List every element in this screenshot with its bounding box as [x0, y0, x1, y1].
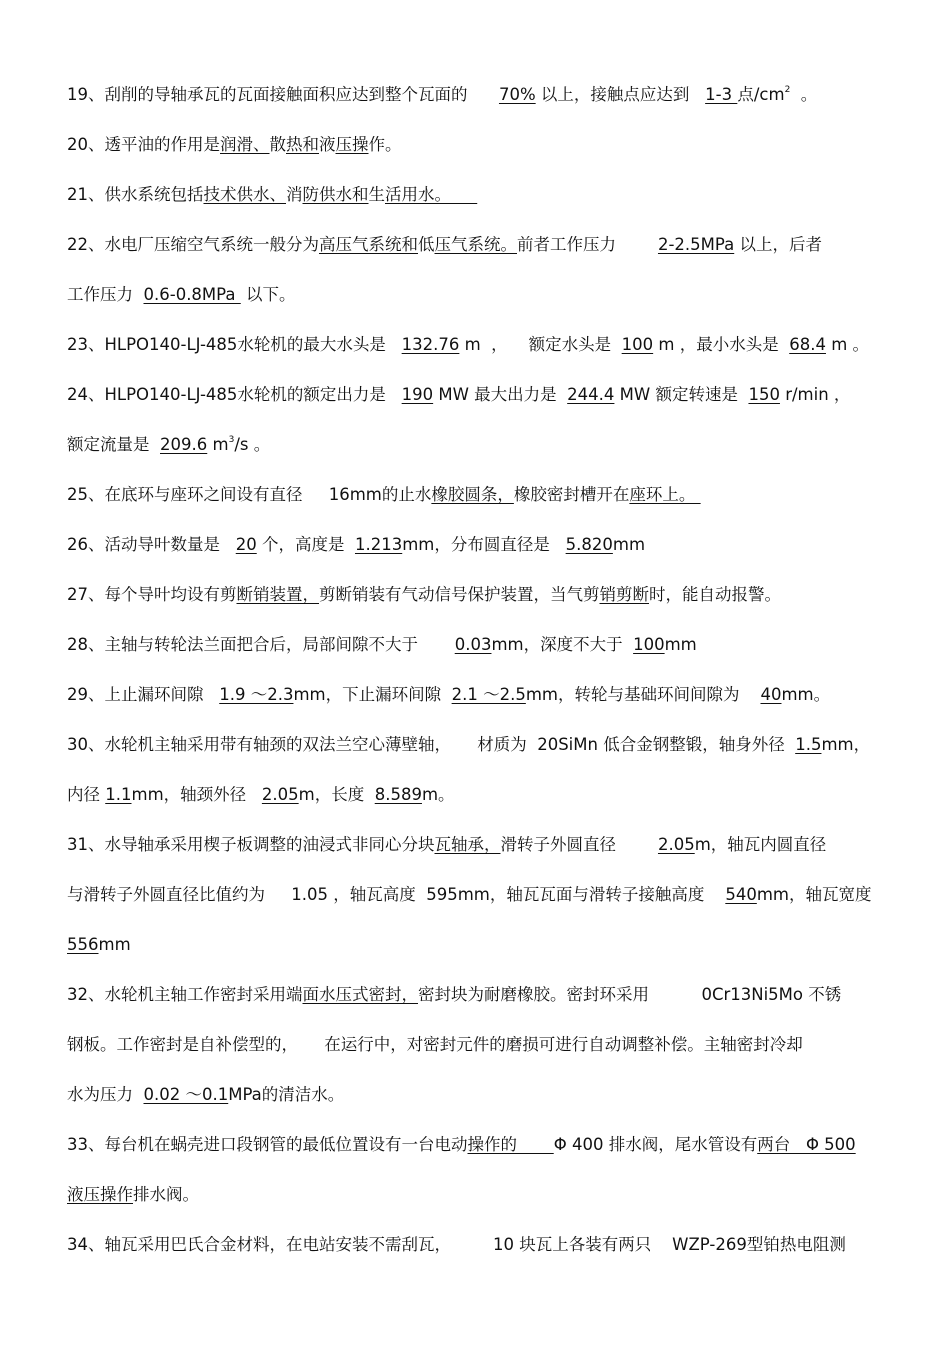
- question-text: 以上，后者: [734, 235, 822, 254]
- question-text: mm，: [821, 735, 871, 754]
- filled-answer: 132.76: [401, 335, 460, 354]
- superscript: 3: [228, 435, 235, 445]
- filled-answer: 0.03: [454, 635, 492, 654]
- filled-answer: 0.6-0.8MPa: [143, 285, 241, 304]
- filled-answer: 压气系统。: [434, 235, 517, 254]
- filled-answer: 销剪断: [599, 585, 649, 604]
- question-text: 27、每个导叶均设有剪: [67, 585, 237, 604]
- filled-answer: 2-2.5MPa: [657, 235, 735, 254]
- question-text: 工作压力: [67, 285, 144, 304]
- q30-line-2: [67, 784, 455, 806]
- q31-line-2: [67, 884, 871, 906]
- question-text: 26、活动导叶数量是: [67, 535, 236, 554]
- filled-answer: 1-3: [705, 85, 738, 104]
- question-text: mm，下止漏环间隙: [293, 685, 452, 704]
- filled-answer: 液压操作: [67, 1185, 133, 1204]
- question-text: 橡胶密封槽开在: [513, 485, 630, 504]
- question-text: /s 。: [234, 435, 271, 454]
- question-text: 作。: [368, 135, 402, 154]
- question-text: 生: [368, 185, 385, 204]
- question-text: MPa的清洁水。: [228, 1085, 345, 1104]
- q19-line-1: [67, 84, 817, 106]
- filled-answer: 556: [67, 935, 99, 954]
- question-text: mm，分布圆直径是: [402, 535, 566, 554]
- q22-line-1: [67, 234, 822, 256]
- filled-answer: 润滑、: [220, 135, 270, 154]
- question-text: 低: [418, 235, 435, 254]
- question-text: 前者工作压力: [517, 235, 658, 254]
- question-text: r/min ，: [779, 385, 851, 404]
- question-text: 22、水电厂压缩空气系统一般分为: [67, 235, 319, 254]
- question-text: 34、轴瓦采用巴氏合金材料，在电站安装不需刮瓦， 10 块瓦上各装有两只 WZP-269型铂热电阻测: [67, 1235, 846, 1254]
- question-text: 21、供水系统包括: [67, 185, 204, 204]
- question-text: 额定流量是: [67, 435, 160, 454]
- question-text: 29、上止漏环间隙: [67, 685, 220, 704]
- filled-answer: 2.1 ～2.5: [451, 685, 526, 704]
- filled-answer: 橡胶圆条，: [431, 485, 514, 504]
- question-text: 钢板。工作密封是自补偿型的， 在运行中，对密封元件的磨损可进行自动调整补偿。主轴密封冷却: [67, 1035, 803, 1054]
- question-text: 32、水轮机主轴工作密封采用端: [67, 985, 303, 1004]
- filled-answer: 1.5: [795, 735, 822, 754]
- filled-answer: 面水压式密封，: [302, 985, 418, 1004]
- q31-line-1: [67, 834, 826, 856]
- question-text: MW 最大出力是: [433, 385, 568, 404]
- filled-answer: 断销装置，: [236, 585, 319, 604]
- q24-line-1: [67, 384, 850, 406]
- filled-answer: 活用水。: [385, 185, 478, 204]
- filled-answer: 压操: [335, 135, 369, 154]
- question-text: 时，能自动报警。: [649, 585, 781, 604]
- q31-line-3: [67, 934, 131, 956]
- question-text: mm: [98, 935, 131, 954]
- question-text: 散: [269, 135, 286, 154]
- question-text: 个，高度是: [256, 535, 355, 554]
- question-text: 点/cm: [737, 85, 785, 104]
- filled-answer: 209.6: [160, 435, 208, 454]
- question-text: 消: [286, 185, 303, 204]
- filled-answer: 100: [621, 335, 654, 354]
- filled-answer: 1.213: [354, 535, 403, 554]
- filled-answer: 40: [760, 685, 782, 704]
- q30-line-1: [67, 734, 870, 756]
- filled-answer: 150: [748, 385, 780, 404]
- question-text: 33、每台机在蜗壳进口段钢管的最低位置设有一台电动: [67, 1135, 468, 1154]
- question-text: mm，轴颈外径: [131, 785, 262, 804]
- filled-answer: 座环上。: [629, 485, 701, 504]
- question-text: 以下。: [240, 285, 296, 304]
- filled-answer: 20: [235, 535, 257, 554]
- question-text: 23、HLPO140-LJ-485水轮机的最大水头是: [67, 335, 402, 354]
- question-text: m ，最小水头是: [653, 335, 790, 354]
- question-text: mm，轴瓦宽度: [756, 885, 872, 904]
- question-text: 24、HLPO140-LJ-485水轮机的额定出力是: [67, 385, 402, 404]
- q33-line-1: [67, 1134, 856, 1156]
- question-text: m，长度: [298, 785, 375, 804]
- question-text: m ， 额定水头是: [459, 335, 622, 354]
- q32-line-1: [67, 984, 841, 1006]
- filled-answer: 190: [401, 385, 434, 404]
- question-text: mm，深度不大于: [491, 635, 634, 654]
- filled-answer: 热和: [286, 135, 319, 154]
- question-text: 与滑转子外圆直径比值约为 1.05 ，轴瓦高度 595mm，轴瓦瓦面与滑转子接触高度: [67, 885, 726, 904]
- q25-line-1: [67, 484, 701, 506]
- filled-answer: 0.02 ～0.1: [143, 1085, 229, 1104]
- q32-line-3: [67, 1084, 344, 1106]
- question-text: 30、水轮机主轴采用带有轴颈的双法兰空心薄壁轴， 材质为 20SiMn 低合金钢整锻，轴身外径: [67, 735, 796, 754]
- q23-line-1: [67, 334, 869, 356]
- question-text: m: [207, 435, 229, 454]
- filled-answer: 68.4: [789, 335, 826, 354]
- filled-answer: 2.05: [657, 835, 695, 854]
- filled-answer: 70%: [498, 85, 536, 104]
- question-text: 25、在底环与座环之间设有直径 16mm的止水: [67, 485, 432, 504]
- q20-line-1: [67, 134, 402, 156]
- q21-line-1: [67, 184, 477, 206]
- filled-answer: 100: [633, 635, 665, 654]
- question-text: 液: [319, 135, 336, 154]
- question-text: m。: [421, 785, 455, 804]
- filled-answer: 技术供水、: [203, 185, 286, 204]
- filled-answer: 两台 Φ 500: [757, 1135, 856, 1154]
- question-text: mm。: [781, 685, 831, 704]
- question-text: 排水阀。: [133, 1185, 199, 1204]
- q29-line-1: [67, 684, 830, 706]
- question-text: 20、透平油的作用是: [67, 135, 220, 154]
- filled-answer: 2.05: [261, 785, 299, 804]
- question-text: m，轴瓦内圆直径: [694, 835, 827, 854]
- filled-answer: 1.9 ～2.3: [219, 685, 294, 704]
- filled-answer: 540: [725, 885, 757, 904]
- filled-answer: 防供水和: [302, 185, 369, 204]
- filled-answer: 1.1: [105, 785, 132, 804]
- question-text: 密封块为耐磨橡胶。密封环采用 0Cr13Ni5Mo 不锈: [418, 985, 842, 1004]
- q34-line-1: [67, 1234, 846, 1256]
- superscript: 2: [784, 85, 791, 95]
- q33-line-2: [67, 1184, 199, 1206]
- question-text: 以上，接触点应达到: [535, 85, 706, 104]
- question-text: 。: [790, 85, 818, 104]
- q27-line-1: [67, 584, 781, 606]
- question-text: mm，转轮与基础环间间隙为: [525, 685, 761, 704]
- filled-answer: 244.4: [567, 385, 615, 404]
- question-text: 滑转子外圆直径: [500, 835, 658, 854]
- question-text: 剪断销装有气动信号保护装置，当气剪: [319, 585, 600, 604]
- q24-line-2: [67, 434, 270, 456]
- question-text: mm: [612, 535, 646, 554]
- question-text: Φ 400 排水阀，尾水管设有: [553, 1135, 758, 1154]
- question-text: 内径: [67, 785, 106, 804]
- q28-line-1: [67, 634, 697, 656]
- question-text: 31、水导轴承采用楔子板调整的油浸式非同心分块: [67, 835, 435, 854]
- question-text: 28、主轴与转轮法兰面把合后，局部间隙不大于: [67, 635, 455, 654]
- question-text: 水为压力: [67, 1085, 144, 1104]
- q22-line-2: [67, 284, 296, 306]
- q32-line-2: [67, 1034, 803, 1056]
- question-text: 19、刮削的导轴承瓦的瓦面接触面积应达到整个瓦面的: [67, 85, 499, 104]
- filled-answer: 8.589: [374, 785, 422, 804]
- q26-line-1: [67, 534, 645, 556]
- question-text: m 。: [825, 335, 870, 354]
- filled-answer: 5.820: [565, 535, 613, 554]
- question-text: MW 额定转速是: [614, 385, 749, 404]
- filled-answer: 操作的: [467, 1135, 554, 1154]
- filled-answer: 瓦轴承，: [434, 835, 501, 854]
- filled-answer: 高压气系统和: [319, 235, 418, 254]
- question-text: mm: [664, 635, 697, 654]
